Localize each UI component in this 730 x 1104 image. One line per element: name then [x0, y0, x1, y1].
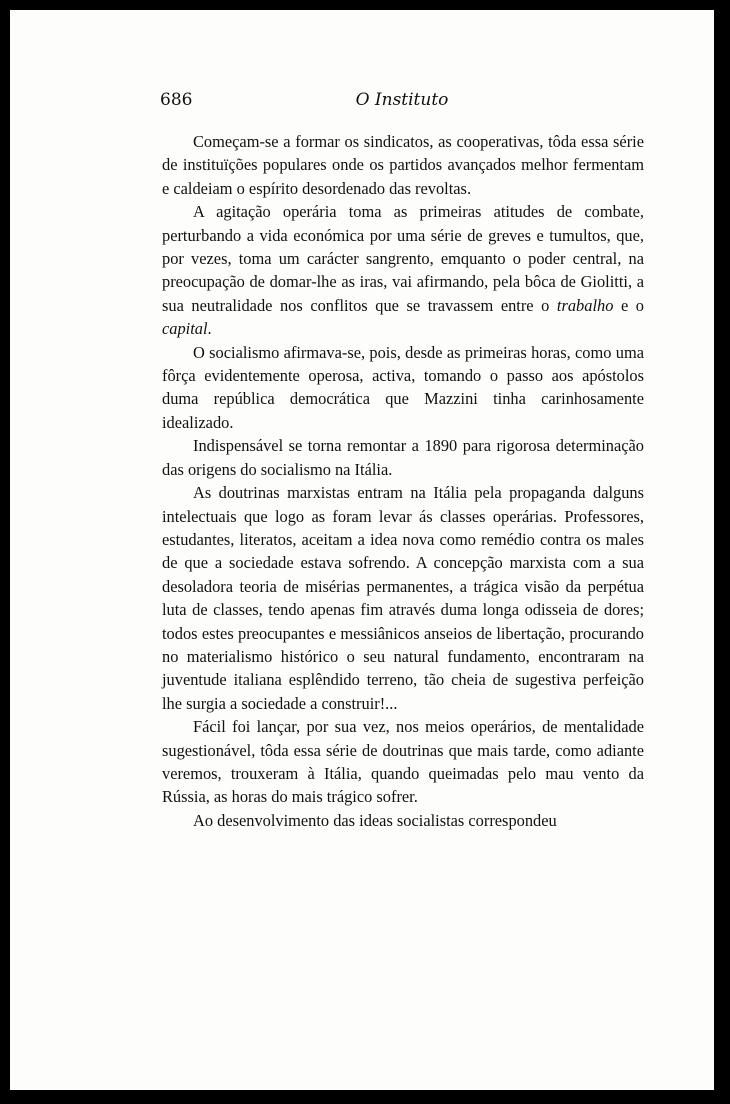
book-page — [10, 10, 720, 1090]
paragraph: Indispensável se torna remontar a 1890 para rigorosa determinação das origens do socialismo na Itália. — [162, 436, 644, 479]
paragraph-text: A agitação operária toma as primeiras atitudes de combate, perturbando a vida económica por uma série de greves e tumultos, que, por vezes, toma um carácter sangrento, emquanto o poder central, na preocupação de domar-lhe as iras, vai afirmando, pela bôca de Giolitti, a sua neutralidade nos conflitos que se travassem entre o — [162, 202, 644, 315]
paragraph: O socialismo afirmava-se, pois, desde as primeiras horas, como uma fôrça evidentemente operosa, activa, tomando o passo aos apóstolos duma república democrática que Mazzini tinha carinhosamente idealizado. — [162, 342, 644, 432]
scan-border — [714, 10, 720, 1090]
paragraph: Começam-se a formar os sindicatos, as cooperativas, tôda essa série de instituïções populares onde os partidos avançados melhor fermentam e caldeiam o espírito desordenado das revoltas. — [162, 132, 644, 198]
paragraph-text: . — [207, 319, 212, 339]
page-header — [160, 90, 644, 114]
emphasis-trabalho: trabalho — [556, 295, 614, 315]
paragraph — [162, 200, 644, 340]
paragraph: As doutrinas marxistas entram na Itália pela propaganda dalguns intelectuais que logo as foram levar ás classes operárias. Professores, estudantes, literatos, aceitam a idea nova como remédio contra os males de que a sociedade estava sofrendo. A concepção marxista com a sua desoladora teoria de misérias permanentes, a trágica visão da perpétua luta de classes, tendo apenas fim através duma longa odisseia de dores; todos estes preocupantes e messiânicos anseios de libertação, procurando no materialismo histórico o seu natural fundamento, encontraram na juventude italiana esplêndido terreno, tão cheia de sugestiva perfeição lhe surgia a sociedade a construir!... — [162, 483, 644, 713]
body-text — [162, 130, 644, 832]
paragraph: Fácil foi lançar, por sua vez, nos meios operários, de mentalidade sugestionável, tôda essa série de doutrinas que mais tarde, como adiante veremos, trouxeram à Itália, quando queimadas pelo mau vento da Rússia, as horas do mais trágico sofrer. — [162, 717, 644, 807]
paragraph-text: e o — [613, 295, 644, 315]
paragraph: Ao desenvolvimento das ideas socialistas correspondeu — [193, 810, 557, 830]
emphasis-capital: capital — [162, 319, 208, 339]
page-number: 686 — [160, 90, 193, 110]
running-title: O Instituto — [355, 90, 449, 110]
